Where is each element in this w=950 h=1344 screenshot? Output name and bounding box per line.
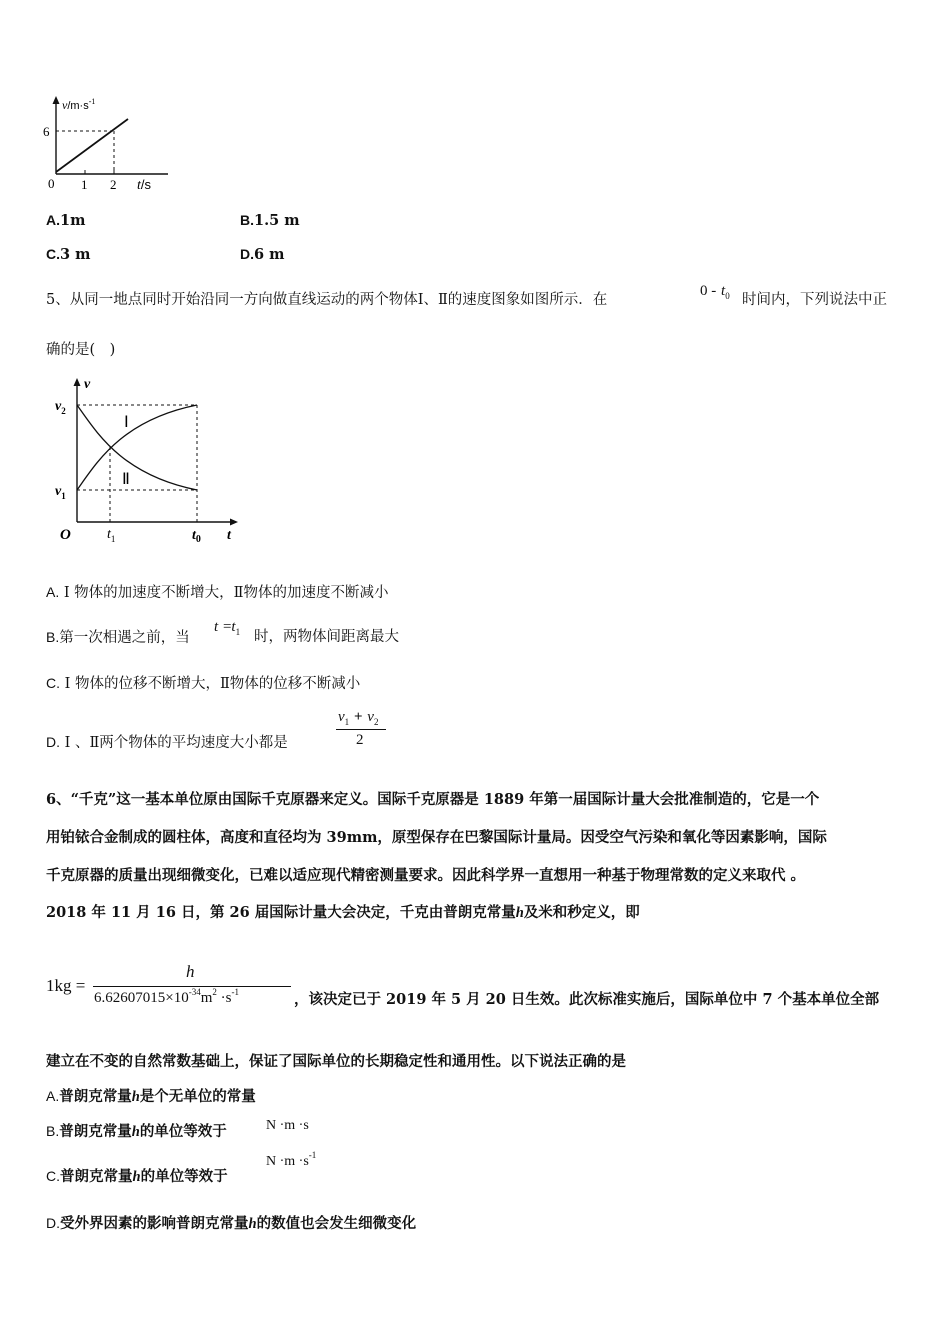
q5-stem-line1 bbox=[46, 290, 607, 310]
g2-origin-label: O bbox=[60, 527, 71, 543]
q6-formula-numerator: h bbox=[186, 962, 195, 981]
q5-stem-part2: 时间内，下列说法中正 bbox=[742, 292, 887, 308]
g2-t1-label: $t_1$ bbox=[107, 527, 116, 544]
g2-curve-i-label: Ⅰ bbox=[124, 414, 129, 431]
q4-option-a[interactable] bbox=[46, 210, 85, 231]
q4-option-c-letter: C. bbox=[46, 246, 60, 262]
q5-option-b-post: 时，两物体间距离最大 bbox=[254, 629, 399, 645]
q5-option-a-text: Ⅰ 物体的加速度不断增大，Ⅱ物体的加速度不断减小 bbox=[63, 585, 389, 601]
q6-option-d[interactable]: D.受外界因素的影响普朗克常量h的数值也会发生细微变化 bbox=[46, 1215, 417, 1232]
g1-velocity-line bbox=[56, 119, 128, 172]
g2-t-axis-label: t bbox=[227, 528, 231, 543]
q6-option-a-letter: A. bbox=[46, 1088, 60, 1104]
g2-t0-label: $t_0$ bbox=[192, 528, 201, 545]
g2-v-axis-label: v bbox=[84, 377, 91, 392]
q5-stem-part1: 5、从同一地点同时开始沿同一方向做直线运动的两个物体Ⅰ、Ⅱ的速度图象如图所示．在 bbox=[46, 292, 608, 308]
q4-option-a-text: 1m bbox=[60, 212, 86, 229]
q5-option-b-pre: 第一次相遇之前，当 bbox=[59, 630, 190, 646]
velocity-time-graph-2 bbox=[52, 372, 252, 547]
g1-x-tick-label-2: 2 bbox=[110, 177, 117, 192]
q4-option-d-text: 6 m bbox=[254, 246, 285, 263]
q6-stem-line4: 2018 年 11 月 16 日，第 26 届国际计量大会决定，千克由普朗克常量h及米和秒定义，即 bbox=[46, 904, 640, 921]
q6-option-c[interactable]: C.普朗克常量h的单位等效于 bbox=[46, 1168, 228, 1185]
q6-stem-line3: 千克原器的质量出现细微变化，已难以适应现代精密测量要求。因此科学界一直想用一种基于物理常数的定义来取代 。 bbox=[46, 867, 806, 884]
g1-x-label: t/s bbox=[137, 177, 152, 193]
q5-option-d-letter: D. bbox=[46, 734, 60, 750]
q6-option-b-unit: N ·m ·s bbox=[266, 1118, 309, 1133]
q5-interval: $0 - t_0$ bbox=[700, 283, 730, 301]
g1-y-label: $v/m\cdot s^{-1}$ bbox=[62, 97, 96, 112]
g2-v2-label: $v_2$ bbox=[55, 399, 66, 416]
q4-option-b-text: 1.5 m bbox=[254, 212, 300, 229]
q4-option-b[interactable] bbox=[240, 210, 300, 231]
q4-option-d-letter: D. bbox=[240, 246, 254, 262]
q6-option-c-letter: C. bbox=[46, 1168, 60, 1184]
q5-option-d-text: Ⅰ 、Ⅱ两个物体的平均速度大小都是 bbox=[64, 735, 288, 751]
q6-option-b[interactable]: B.普朗克常量h的单位等效于 bbox=[46, 1123, 227, 1140]
q5-option-c-text: Ⅰ 物体的位移不断增大，Ⅱ物体的位移不断减小 bbox=[64, 676, 361, 692]
q6-option-c-unit: $N \cdot m \cdot s^{-1}$ bbox=[266, 1150, 317, 1169]
q6-stem-line1: 6、“千克”这一基本单位原由国际千克原器来定义。国际千克原器是 1889 年第一届国际计量大会批准制造的，它是一个 bbox=[46, 791, 820, 808]
q6-option-a[interactable]: A.普朗克常量h是个无单位的常量 bbox=[46, 1088, 256, 1105]
q5-option-a-letter: A. bbox=[46, 584, 60, 600]
g1-y-arrow bbox=[53, 96, 60, 104]
g1-x-tick-label-1: 1 bbox=[81, 177, 88, 192]
q5-option-b[interactable] bbox=[46, 627, 190, 648]
g2-curve-i bbox=[77, 405, 197, 490]
q5-option-d-fraction-numerator: $v_1 + v_2$ bbox=[338, 709, 379, 727]
q6-formula-lhs: 1kg = bbox=[46, 976, 86, 995]
velocity-time-graph-1 bbox=[40, 92, 175, 197]
q6-formula-denominator: $6.62607015\times 10^{-34}m^2 \cdot s^{-1}$ bbox=[94, 987, 239, 1006]
q6-stem-line5: ，该决定已于 2019 年 5 月 20 日生效。此次标准实施后，国际单位中 7 个基本单位全部 bbox=[294, 991, 880, 1008]
q5-option-d-fraction-bar bbox=[336, 729, 386, 730]
g2-v1-label: $v_1$ bbox=[55, 484, 66, 501]
q4-option-c-text: 3 m bbox=[60, 246, 91, 263]
q5-stem-line2: 确的是( ) bbox=[46, 342, 116, 358]
q4-option-d[interactable] bbox=[240, 244, 284, 265]
g1-y-tick-label: 6 bbox=[43, 124, 50, 139]
q6-stem-line2: 用铂铱合金制成的圆柱体，高度和直径均为 39mm，原型保存在巴黎国际计量局。因受空气污染和氧化等因素影响，国际 bbox=[46, 829, 827, 846]
q4-option-b-letter: B. bbox=[240, 212, 254, 228]
q5-option-d-fraction-denominator: 2 bbox=[356, 732, 364, 748]
g2-curve-ii bbox=[77, 405, 197, 490]
q5-option-a[interactable] bbox=[46, 582, 389, 603]
q5-option-c-letter: C. bbox=[46, 675, 60, 691]
q5-option-b-letter: B. bbox=[46, 629, 60, 645]
q5-option-b-formula: $t =t_1$ bbox=[214, 619, 241, 637]
g2-t-arrow bbox=[230, 519, 238, 526]
q6-stem-line6: 建立在不变的自然常数基础上，保证了国际单位的长期稳定性和通用性。以下说法正确的是 bbox=[46, 1053, 626, 1070]
q6-option-d-letter: D. bbox=[46, 1215, 60, 1231]
g2-curve-ii-label: Ⅱ bbox=[122, 471, 130, 488]
q4-option-c[interactable] bbox=[46, 244, 90, 265]
g2-v-arrow bbox=[74, 378, 81, 386]
q6-option-b-letter: B. bbox=[46, 1123, 60, 1139]
q5-option-d[interactable] bbox=[46, 732, 288, 753]
q5-option-c[interactable] bbox=[46, 673, 360, 694]
q4-option-a-letter: A. bbox=[46, 212, 60, 228]
g1-origin-label: 0 bbox=[48, 176, 55, 191]
